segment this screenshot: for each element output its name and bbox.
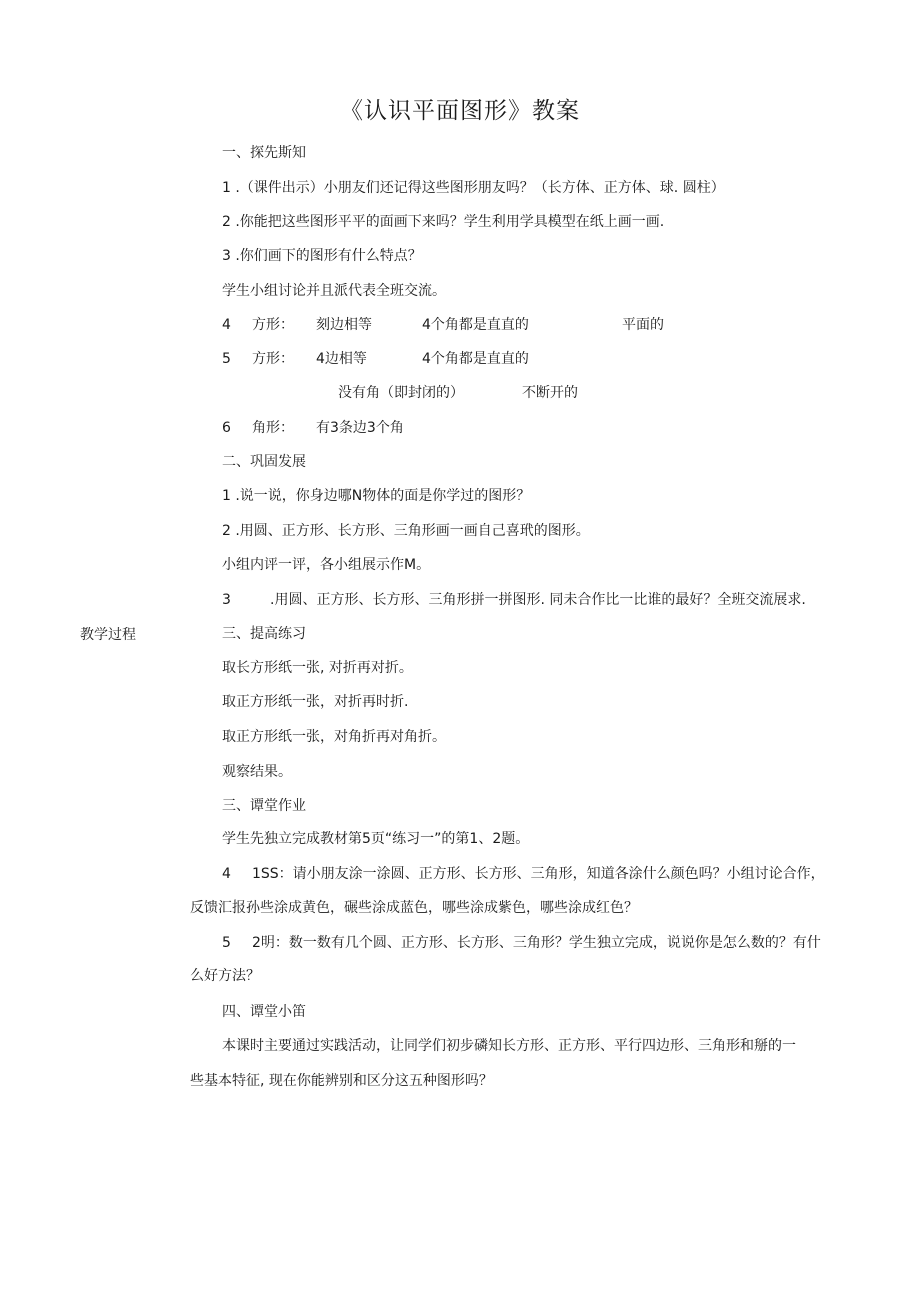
section-heading: 四、谭堂小笛 — [222, 1004, 306, 1020]
paragraph: 1SS：请小朋友涂一涂圆、正方形、长方形、三角形，知道各涂什么颜色吗？小组讨论合作， — [252, 866, 825, 882]
paragraph: 学生小组讨论并且派代表全班交流。 — [222, 283, 446, 299]
list-item: 2 .用圆、正方形、长方形、三角形画一画自己喜玳的图形。 — [222, 523, 590, 539]
shape-label: 角形： — [252, 420, 294, 436]
paragraph: 观察结果。 — [222, 764, 292, 780]
paragraph: 取正方形纸一张，对角折再对角折。 — [222, 729, 446, 745]
row-number: 3 — [222, 592, 231, 608]
shape-feature: 刻边相等 — [316, 317, 372, 333]
shape-feature: 平面的 — [622, 317, 664, 333]
section-heading: 一、探先斯知 — [222, 145, 306, 161]
row-number: 6 — [222, 420, 231, 436]
list-item: 1 .说一说，你身边哪N物体的面是你学过的图形？ — [222, 488, 531, 504]
paragraph: 学生先独立完成教材第5页“练习一”的第1、2题。 — [222, 831, 530, 847]
shape-feature: 4个角都是直直的 — [422, 351, 529, 367]
paragraph: 取长方形纸一张, 对折再对折。 — [222, 660, 413, 676]
shape-label: 方形： — [252, 351, 294, 367]
side-label: 教学过程 — [80, 627, 136, 643]
shape-feature: 没有角（即封闭的） — [338, 385, 464, 401]
shape-feature: 4边相等 — [316, 351, 367, 367]
row-number: 5 — [222, 935, 231, 951]
list-item: 3 .你们画下的图形有什么特点？ — [222, 248, 422, 264]
paragraph: 些基本特征, 现在你能辨别和区分这五种图形吗？ — [190, 1073, 493, 1089]
shape-label: 方形： — [252, 317, 294, 333]
shape-feature: 4个角都是直直的 — [422, 317, 529, 333]
section-heading: 二、巩固发展 — [222, 454, 306, 470]
paragraph: 么好方法？ — [190, 968, 260, 984]
paragraph: 小组内评一评，各小组展示作M。 — [222, 557, 431, 573]
paragraph: 本课时主要通过实践活动，让同学们初步磷知长方形、正方形、平行四边形、三角形和掰的一 — [222, 1038, 796, 1054]
shape-feature: 有3条边3个角 — [316, 420, 404, 436]
paragraph: 反馈汇报孙些涂成黄色，碾些涂成蓝色，哪些涂成紫色，哪些涂成红色？ — [190, 900, 638, 916]
paragraph: 2明：数一数有几个圆、正方形、长方形、三角形？学生独立完成，说说你是怎么数的？有什 — [252, 935, 821, 951]
list-item: 2 .你能把这些图形平平的面画下来吗？学生利用学具模型在纸上画一画. — [222, 214, 665, 230]
shape-feature: 不断开的 — [522, 385, 578, 401]
row-number: 5 — [222, 351, 231, 367]
section-heading: 三、谭堂作业 — [222, 798, 306, 814]
list-item: .用圆、正方形、长方形、三角形拼一拼图形. 同未合作比一比谁的最好？全班交流展求. — [270, 592, 806, 608]
page-title: 《认识平面图形》教案 — [340, 98, 580, 124]
row-number: 4 — [222, 317, 231, 333]
section-heading: 三、提高练习 — [222, 626, 306, 642]
paragraph: 取正方形纸一张，对折再时折. — [222, 694, 409, 710]
list-item: 1 .（课件出示）小朋友们还记得这些图形朋友吗？（长方体、正方体、球. 圆柱） — [222, 180, 725, 196]
row-number: 4 — [222, 866, 231, 882]
